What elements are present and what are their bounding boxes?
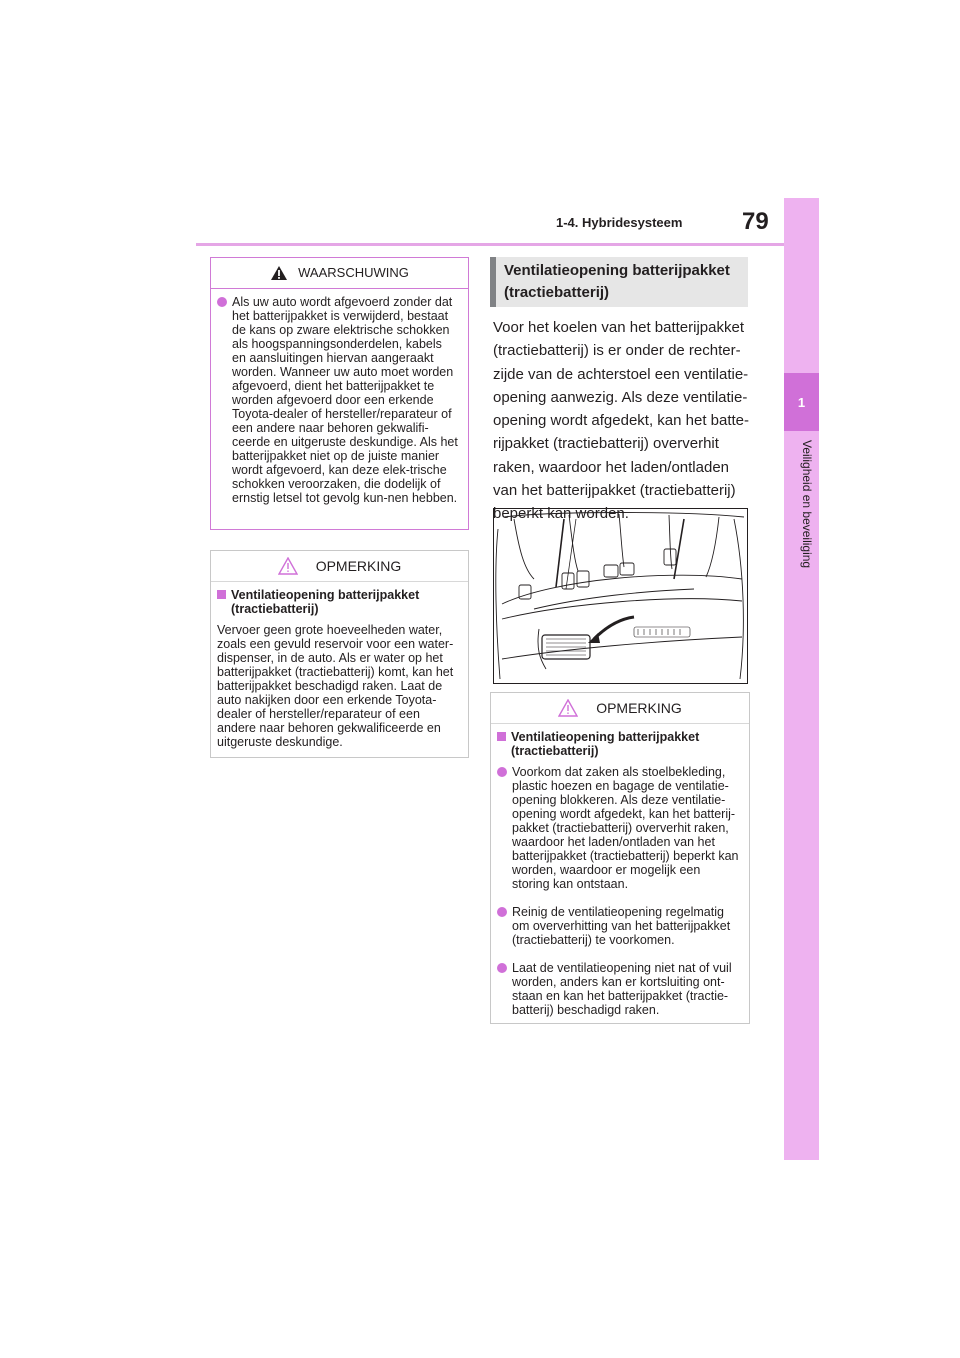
rear-seat-illustration [493, 508, 748, 684]
note-header [491, 693, 749, 724]
section-body: Voor het koelen van het batterijpakket (tractiebatterij) is er onder de rechter-zijde van de achterstoel een ventilatie-opening aanwezig. Als deze ventilatie-opening wordt afgedekt, kan het batte-rijpakket (tractiebatterij) oververhit raken, waardoor het laden/ontladen van het batterijpakket (tractiebatterij) beperkt kan worden. [493, 319, 750, 523]
note-subheading [217, 588, 458, 616]
chapter-side-tab [784, 198, 819, 1160]
bullet-dot-icon [497, 963, 507, 973]
chapter-number: 1 [784, 373, 819, 431]
warning-bullet [217, 295, 458, 505]
header-section-title: 1-4. Hybridesysteem [556, 215, 683, 230]
chapter-label: Veiligheid en beveiliging [800, 440, 814, 569]
caution-triangle-icon [278, 557, 298, 575]
note-subheading [497, 730, 739, 758]
warning-text: Als uw auto wordt afgevoerd zonder dat het batterijpakket is verwijderd, bestaat de kans op zware elektrische schokken als hoogspanningsonderdelen, kabels en aansluitingen hiervan aangeraakt worden. Wanneer uw auto moet worden afgevoerd, dient het batterijpakket te worden afgevoerd door een erkende Toyota-dealer of hersteller/reparateur of een andere naar behoren gekwalifi-ceerde en uitgeruste deskundige. Als het batterijpakket niet op de juiste manier wordt afgevoerd, kan deze elek-trische schokken veroorzaken, die dodelijk of ernstig letsel tot gevolg kun-nen hebben. [232, 295, 458, 505]
note-text: Vervoer geen grote hoeveelheden water, zoals een gevuld reservoir voor een water-dispenser, in de auto. Als er water op het batterijpakket (tractiebatterij) komt, kan het batterijpakket beschadigd raken. Laat de auto nakijken door een erkende Toyota-dealer of hersteller/reparateur of een andere naar behoren gekwalificeerde en uitgeruste deskundige. [217, 623, 454, 749]
note-bullet [497, 961, 739, 1017]
warning-triangle-icon [270, 265, 288, 281]
page-number: 79 [742, 208, 769, 235]
warning-box [210, 257, 469, 530]
note-bullet [497, 905, 739, 947]
note-title: OPMERKING [596, 700, 682, 716]
warning-title: WAARSCHUWING [298, 265, 409, 280]
note-bullet-text: Laat de ventilatieopening niet nat of vuil worden, anders kan er kortsluiting ont-staan en kan het batterijpakket (tractie-batterij) beschadigd raken. [512, 961, 732, 1017]
bullet-dot-icon [217, 297, 227, 307]
section-heading: Ventilatieopening batterijpakket (tractiebatterij) [490, 257, 748, 307]
caution-triangle-icon [558, 699, 578, 717]
note-box-left [210, 550, 469, 758]
square-bullet-icon [217, 590, 226, 599]
note-bullet-text: Reinig de ventilatieopening regelmatig om oververhitting van het batterijpakket (tractiebatterij) te voorkomen. [512, 905, 731, 947]
warning-header [211, 258, 468, 289]
bullet-dot-icon [497, 767, 507, 777]
note-bullet-text: Voorkom dat zaken als stoelbekleding, plastic hoezen en bagage de ventilatie-opening blokkeren. Als deze ventilatie-opening wordt afgedekt, kan het batterij-pakket (tractiebatterij) oververhit raken, waardoor het laden/ontladen van het batterijpakket (tractiebatterij) beperkt kan worden, waardoor er mogelijk een storing kan ontstaan. [512, 765, 739, 891]
note-box-right [490, 692, 750, 1024]
note-bullet [497, 765, 739, 891]
note-subheading-text: Ventilatieopening batterijpakket (tractiebatterij) [511, 730, 700, 758]
note-header [211, 551, 468, 582]
note-title: OPMERKING [315, 558, 402, 574]
bullet-dot-icon [497, 907, 507, 917]
note-subheading-text: Ventilatieopening batterijpakket (tractiebatterij) [231, 588, 420, 616]
square-bullet-icon [497, 732, 506, 741]
header-divider [196, 243, 784, 246]
